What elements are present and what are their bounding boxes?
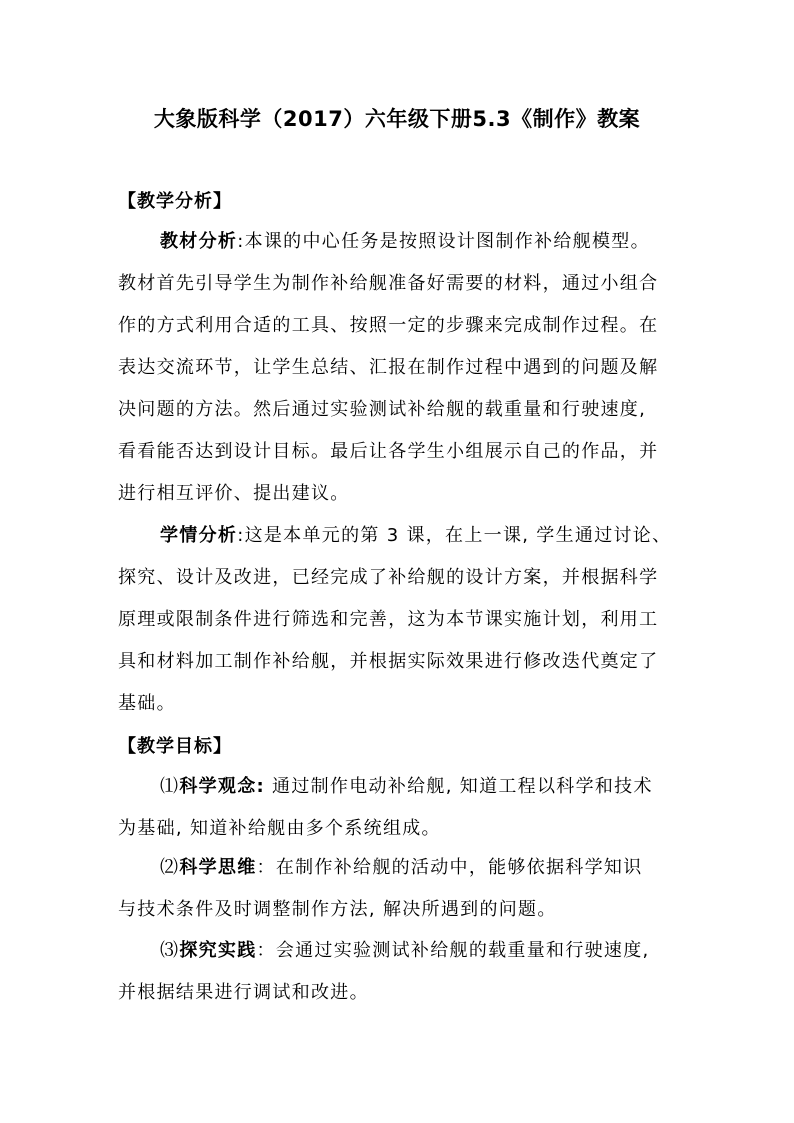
goal-item-3 (118, 930, 678, 1014)
goal-item-2 (118, 847, 678, 931)
goal-text: ：在制作补给舰的活动中，能够依据科学知识 (256, 857, 643, 878)
document-title: 大象版科学（2017）六年级下册5.3《制作》教案 (153, 107, 641, 131)
paragraph-line: 作的方式利用合适的工具、按照一定的步骤来完成制作过程。在 (118, 315, 659, 336)
goal-item-1 (118, 766, 678, 850)
paragraph-line: 与技术条件及时调整制作方法, 解决所遇到的问题。 (118, 899, 557, 920)
goal-number: ⑵ (160, 857, 180, 878)
paragraph-line: 并根据结果进行调试和改进。 (118, 982, 369, 1003)
paragraph-line: 原理或限制条件进行筛选和完善，这为本节课实施计划，利用工 (118, 609, 659, 630)
goal-lead: 探究实践 (179, 940, 257, 961)
paragraph-line: 看看能否达到设计目标。最后让各学生小组展示自己的作品，并 (118, 441, 659, 462)
paragraph-line (118, 847, 678, 889)
paragraph-line: 具和材料加工制作补给舰，并根据实际效果进行修改迭代奠定了 (118, 651, 659, 672)
goal-text: 通过制作电动补给舰, 知道工程以科学和技术 (265, 776, 653, 797)
paragraph-line: 教材首先引导学生为制作补给舰准备好需要的材料，通过小组合 (118, 273, 659, 294)
paragraph-line: 表达交流环节，让学生总结、汇报在制作过程中遇到的问题及解 (118, 357, 659, 378)
paragraph-material-analysis (118, 221, 678, 515)
paragraph-line (118, 221, 678, 263)
section-heading-analysis: 【教学分析】 (118, 191, 232, 212)
goal-number: ⑴ (160, 776, 180, 797)
goal-number: ⑶ (160, 940, 180, 961)
paragraph-line: 进行相互评价、提出建议。 (118, 483, 350, 504)
paragraph-text: :本课的中心任务是按照设计图制作补给舰模型。 (237, 231, 650, 252)
paragraph-line (118, 766, 678, 808)
paragraph-text: :这是本单元的第 3 课，在上一课, 学生通过讨论、 (237, 525, 672, 546)
section-heading-goals: 【教学目标】 (118, 736, 232, 757)
paragraph-line: 为基础, 知道补给舰由多个系统组成。 (118, 818, 441, 839)
paragraph-lead: 学情分析 (160, 525, 238, 546)
paragraph-student-analysis (118, 515, 678, 725)
goal-text: ：会通过实验测试补给舰的载重量和行驶速度, (256, 940, 650, 961)
paragraph-line: 探究、设计及改进，已经完成了补给舰的设计方案，并根据科学 (118, 567, 659, 588)
paragraph-line: 决问题的方法。然后通过实验测试补给舰的载重量和行驶速度, (118, 399, 647, 420)
paragraph-line: 基础。 (118, 693, 176, 714)
paragraph-line (118, 515, 678, 557)
goal-lead: 科学观念: (179, 776, 266, 797)
paragraph-lead: 教材分析 (160, 231, 238, 252)
paragraph-line (118, 930, 678, 972)
goal-lead: 科学思维 (179, 857, 257, 878)
